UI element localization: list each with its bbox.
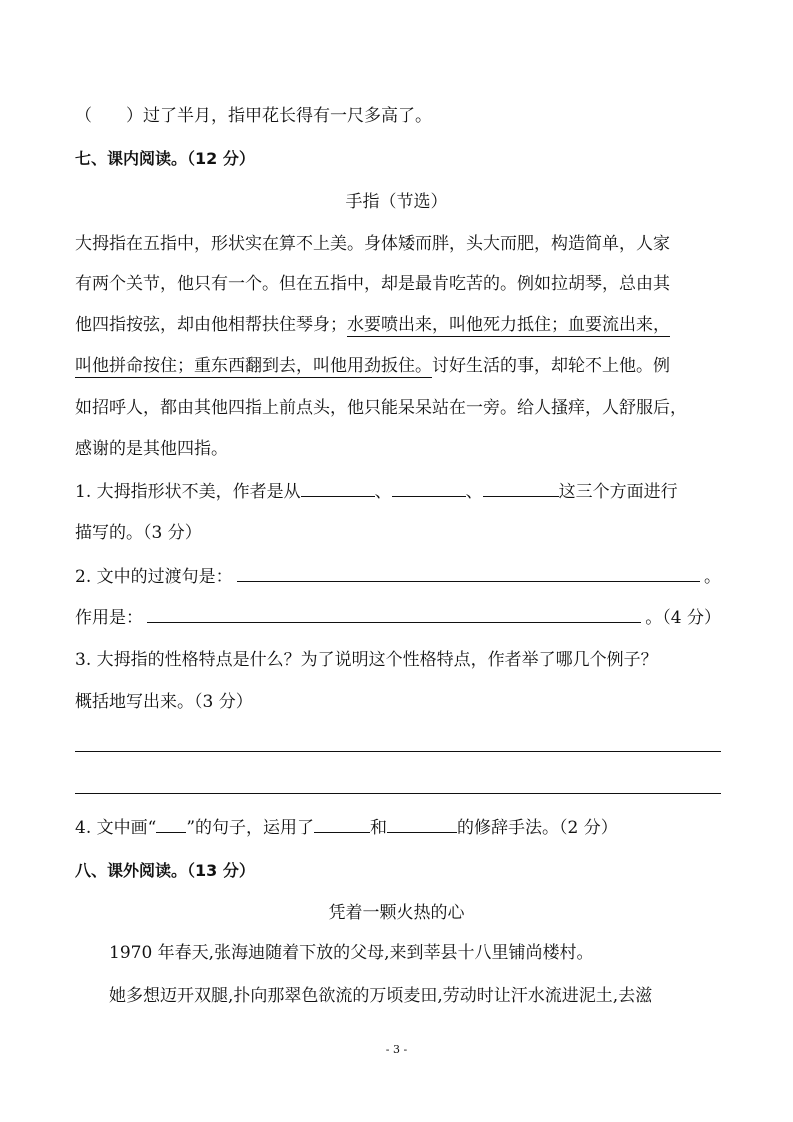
question-4 — [75, 816, 721, 840]
separator: 、 — [374, 482, 392, 502]
question-2-score: 。（4 分） — [645, 608, 721, 628]
underlined-sentence: 水要喷出来，叫他死力抵住；血要流出来， — [347, 315, 670, 335]
question-3-continued: 概括地写出来。（3 分） — [75, 692, 253, 712]
underlined-sentence: 叫他拼命按住；重东西翻到去，叫他用劲扳住。 — [75, 356, 432, 376]
question-2-text: 2. 文中的过渡句是： — [75, 567, 233, 587]
answer-blank[interactable] — [301, 480, 375, 497]
page-number: - 3 - — [385, 1043, 408, 1056]
answer-line[interactable] — [75, 793, 721, 794]
question-2-text: 作用是： — [75, 608, 143, 628]
question-3: 3. 大拇指的性格特点是什么？为了说明这个性格特点，作者举了哪几个例子？ — [75, 650, 658, 670]
answer-blank[interactable] — [387, 816, 457, 833]
previous-question-line: （ ）过了半月，指甲花长得有一尺多高了。 — [75, 106, 432, 126]
question-1-text: 这三个方面进行 — [558, 482, 678, 502]
question-1-text: 1. 大拇指形状不美，作者是从 — [75, 482, 301, 502]
answer-blank[interactable] — [392, 480, 466, 497]
passage-1-line: 大拇指在五指中，形状实在算不上美。身体矮而胖，头大而肥，构造简单，人家 — [75, 234, 670, 254]
separator: 、 — [465, 482, 483, 502]
underline-sample — [156, 816, 186, 833]
question-4-text: 和 — [370, 818, 388, 838]
period: 。 — [704, 567, 721, 587]
passage-2-title: 凭着一颗火热的心 — [328, 903, 465, 923]
section-7-heading: 七、课内阅读。（12 分） — [75, 149, 255, 168]
question-4-text: 的修辞手法。（2 分） — [457, 818, 618, 838]
passage-2-paragraph: 她多想迈开双腿,扑向那翠色欲流的万顷麦田,劳动时让汗水流进泥土,去滋 — [109, 986, 653, 1006]
question-4-text: 4. 文中画“ — [75, 818, 157, 838]
passage-1-text: 他四指按弦，却由他相帮扶住琴身； — [75, 315, 347, 335]
passage-1-line — [75, 313, 721, 337]
section-8-heading: 八、课外阅读。（13 分） — [75, 861, 255, 880]
answer-line[interactable] — [75, 751, 721, 752]
passage-2-paragraph: 1970 年春天,张海迪随着下放的父母,来到莘县十八里铺尚楼村。 — [109, 943, 594, 963]
passage-1-title: 手指（节选） — [345, 192, 448, 212]
question-1-continued: 描写的。（3 分） — [75, 523, 202, 543]
question-2-purpose — [75, 606, 721, 630]
passage-1-text: 讨好生活的事，却轮不上他。例 — [432, 356, 670, 376]
passage-1-line — [75, 354, 721, 378]
answer-blank[interactable] — [147, 606, 641, 623]
question-4-text: ”的句子，运用了 — [186, 818, 315, 838]
passage-1-line: 有两个关节，他只有一个。但在五指中，却是最肯吃苦的。例如拉胡琴，总由其 — [75, 274, 670, 294]
answer-blank[interactable] — [237, 565, 700, 582]
answer-blank[interactable] — [483, 480, 559, 497]
passage-1-line: 感谢的是其他四指。 — [75, 439, 228, 459]
question-2 — [75, 565, 721, 589]
passage-1-line: 如招呼人，都由其他四指上前点头，他只能呆呆站在一旁。给人搔痒，人舒服后， — [75, 398, 687, 418]
answer-blank[interactable] — [314, 816, 370, 833]
question-1 — [75, 480, 721, 504]
